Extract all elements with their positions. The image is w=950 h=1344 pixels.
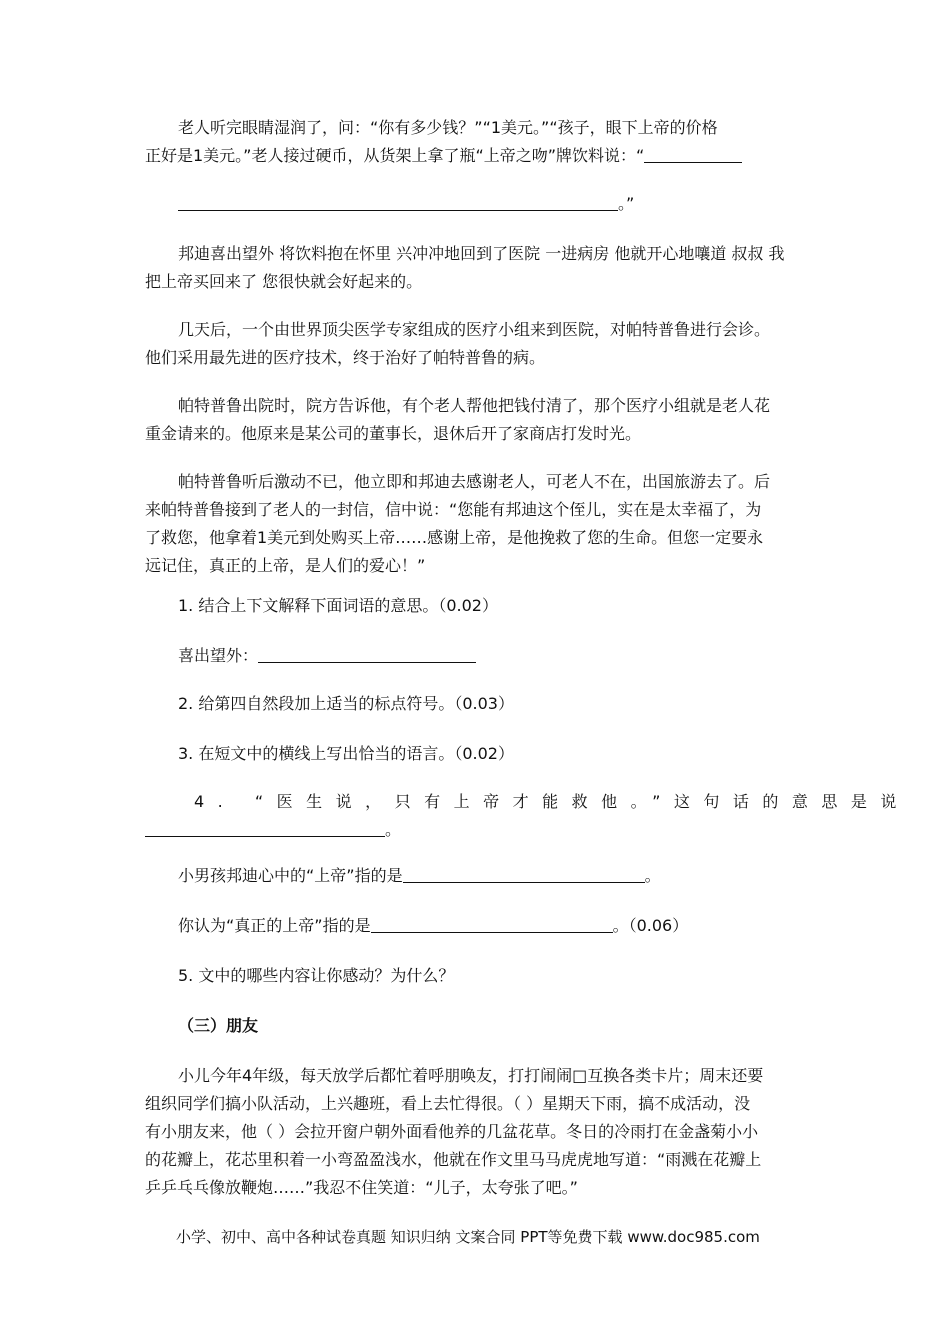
para1-line2-text: 正好是1美元。”老人接过硬币，从货架上拿了瓶“上帝之吻”牌饮料说：“ — [145, 146, 645, 165]
question-4-sub1-label: 小男孩邦迪心中的“上帝”指的是 — [178, 866, 403, 885]
answer-blank-q4-sub1[interactable] — [403, 864, 645, 883]
question-4-sub2 — [178, 912, 807, 940]
para5-line3: 了救您，他拿着1美元到处购买上帝……感谢上帝，是他挽救了您的生命。但您一定要永 — [145, 528, 764, 547]
para1-line3 — [178, 190, 807, 218]
answer-blank-q4[interactable] — [145, 818, 385, 837]
page-footer: 小学、初中、高中各种试卷真题 知识归纳 文案合同 PPT等免费下载 www.doc985.com — [176, 1228, 760, 1246]
para2-line2: 把上帝买回来了 您很快就会好起来的。 — [145, 272, 423, 291]
para1-line3-end: 。” — [618, 194, 635, 213]
question-4-sub2-label: 你认为“真正的上帝”指的是 — [178, 916, 371, 935]
question-1: 1. 结合上下文解释下面词语的意思。（0.02） — [178, 596, 498, 615]
answer-blank-1a[interactable] — [644, 144, 742, 163]
para5-line2: 来帕特普鲁接到了老人的一封信，信中说：“您能有邦迪这个侄儿，实在是太幸福了，为 — [145, 500, 762, 519]
question-4: 4. “医生说，只有上帝才能救他。”这句话的意思是说 — [194, 792, 910, 811]
answer-blank-1b[interactable] — [178, 192, 618, 211]
section3-line3: 有小朋友来，他（ ）会拉开窗户朝外面看他养的几盆花草。冬日的冷雨打在金盏菊小小 — [145, 1122, 759, 1141]
section3-line1: 小儿今年4年级，每天放学后都忙着呼朋唤友，打打闹闹□互换各类卡片；周末还要 — [178, 1066, 764, 1085]
answer-blank-q1[interactable] — [258, 644, 476, 663]
question-4-sub1 — [178, 862, 807, 890]
section-heading: （三）朋友 — [178, 1016, 259, 1035]
question-1-word — [178, 642, 807, 670]
section3-line4: 的花瓣上，花芯里积着一小弯盈盈浅水，他就在作文里马马虎虎地写道：“雨溅在花瓣上 — [145, 1150, 762, 1169]
para4-line2: 重金请来的。他原来是某公司的董事长，退休后开了家商店打发时光。 — [145, 424, 642, 443]
para1-line1: 老人听完眼睛湿润了，问：“你有多少钱？”“1美元。”“孩子，眼下上帝的价格 — [178, 118, 718, 137]
question-1-word-label: 喜出望外： — [178, 646, 259, 665]
question-5: 5. 文中的哪些内容让你感动？为什么？ — [178, 966, 455, 985]
para5-line1: 帕特普鲁听后激动不已，他立即和邦迪去感谢老人，可老人不在，出国旅游去了。后 — [178, 472, 771, 491]
question-2: 2. 给第四自然段加上适当的标点符号。（0.03） — [178, 694, 514, 713]
para2-line1: 邦迪喜出望外 将饮料抱在怀里 兴冲冲地回到了医院 一进病房 他就开心地嚷道 叔叔 我 — [178, 244, 785, 263]
question-4-line2 — [145, 816, 807, 844]
para4-line1: 帕特普鲁出院时，院方告诉他，有个老人帮他把钱付清了，那个医疗小组就是老人花 — [178, 396, 771, 415]
para1-line2 — [145, 142, 807, 170]
para5-line4: 远记住，真正的上帝，是人们的爱心！” — [145, 556, 426, 575]
section3-line5: 乒乒乓乓像放鞭炮……”我忍不住笑道：“儿子，太夸张了吧。” — [145, 1178, 578, 1197]
para3-line2: 他们采用最先进的医疗技术，终于治好了帕特普鲁的病。 — [145, 348, 546, 367]
question-4-end: 。 — [385, 820, 402, 839]
question-4-sub2-end: 。（0.06） — [612, 916, 689, 935]
question-4-sub1-end: 。 — [644, 866, 661, 885]
para3-line1: 几天后，一个由世界顶尖医学专家组成的医疗小组来到医院，对帕特普鲁进行会诊。 — [178, 320, 771, 339]
answer-blank-q4-sub2[interactable] — [371, 914, 613, 933]
question-3: 3. 在短文中的横线上写出恰当的语言。（0.02） — [178, 744, 514, 763]
section3-line2: 组织同学们搞小队活动，上兴趣班，看上去忙得很。（ ）星期天下雨，搞不成活动，没 — [145, 1094, 751, 1113]
